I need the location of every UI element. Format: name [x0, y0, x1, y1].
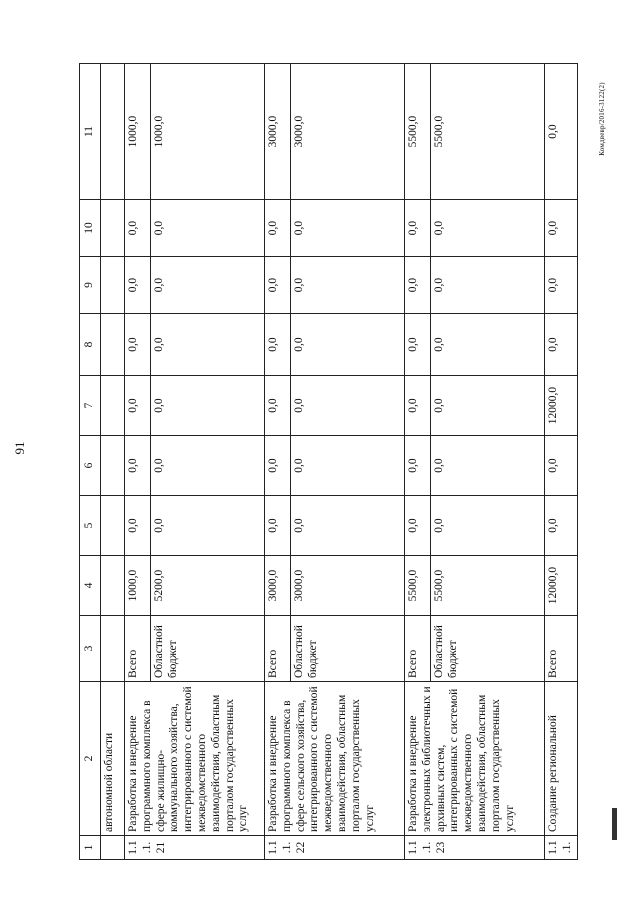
table-row [265, 64, 291, 860]
amount-cell: 0,0 [151, 436, 265, 496]
funding-source: Областной бюджет [151, 616, 265, 682]
table-cell [101, 200, 125, 257]
amount-cell: 0,0 [265, 257, 291, 314]
item-name: Создание региональной [545, 682, 578, 836]
table-row [405, 64, 431, 860]
funding-source: Всего [125, 616, 151, 682]
amount-cell: 0,0 [265, 376, 291, 436]
amount-cell: 5200,0 [151, 556, 265, 616]
amount-cell: 0,0 [151, 314, 265, 376]
amount-cell: 0,0 [405, 200, 431, 257]
header-row [80, 64, 101, 860]
amount-cell: 0,0 [545, 257, 578, 314]
amount-cell: 5500,0 [405, 556, 431, 616]
amount-cell: 0,0 [291, 376, 405, 436]
amount-cell: 0,0 [291, 257, 405, 314]
header-cell: 1 [80, 836, 101, 860]
amount-cell: 0,0 [125, 436, 151, 496]
item-code: 1.1.1.22 [265, 836, 405, 860]
amount-cell: 3000,0 [265, 64, 291, 200]
amount-cell: 0,0 [291, 314, 405, 376]
amount-cell: 0,0 [151, 376, 265, 436]
amount-cell: 0,0 [405, 376, 431, 436]
amount-cell: 3000,0 [291, 556, 405, 616]
header-cell: 5 [80, 496, 101, 556]
amount-cell: 0,0 [265, 200, 291, 257]
amount-cell: 0,0 [405, 496, 431, 556]
rotated-page-content [79, 64, 617, 860]
amount-cell: 0,0 [151, 257, 265, 314]
amount-cell: 0,0 [291, 496, 405, 556]
table-cell [101, 314, 125, 376]
amount-cell: 0,0 [431, 314, 545, 376]
header-cell: 7 [80, 376, 101, 436]
amount-cell: 0,0 [545, 200, 578, 257]
funding-source: Всего [405, 616, 431, 682]
table-cell [101, 64, 125, 200]
table-cell [101, 376, 125, 436]
amount-cell: 0,0 [545, 496, 578, 556]
amount-cell: 0,0 [545, 314, 578, 376]
funding-source: Областной бюджет [291, 616, 405, 682]
amount-cell: 0,0 [405, 257, 431, 314]
page-number: 91 [12, 441, 27, 455]
amount-cell: 0,0 [265, 496, 291, 556]
amount-cell: 0,0 [405, 436, 431, 496]
table-cell [101, 556, 125, 616]
amount-cell: 3000,0 [291, 64, 405, 200]
amount-cell: 0,0 [545, 436, 578, 496]
amount-cell: 0,0 [291, 436, 405, 496]
item-code: 1.1.1.21 [125, 836, 265, 860]
item-name: Разработка и внедрение программного комплекса в сфере жилищно-коммунального хозяйства, интегрированного с системой межведомственного взаимодействия, областным порталом государственных услуг [125, 682, 265, 836]
continuation-row [101, 64, 125, 860]
amount-cell: 1000,0 [125, 556, 151, 616]
header-cell: 10 [80, 200, 101, 257]
header-cell: 9 [80, 257, 101, 314]
header-cell: 8 [80, 314, 101, 376]
funding-source: Областной бюджет [431, 616, 545, 682]
table-cell [101, 436, 125, 496]
amount-cell: 0,0 [431, 376, 545, 436]
amount-cell: 5500,0 [431, 556, 545, 616]
amount-cell: 0,0 [265, 436, 291, 496]
header-cell: 6 [80, 436, 101, 496]
amount-cell: 12000,0 [545, 556, 578, 616]
amount-cell: 0,0 [431, 200, 545, 257]
continuation-text: автономной области [101, 682, 125, 836]
amount-cell: 0,0 [431, 496, 545, 556]
header-cell: 11 [80, 64, 101, 200]
amount-cell: 3000,0 [265, 556, 291, 616]
amount-cell: 0,0 [405, 314, 431, 376]
amount-cell: 0,0 [125, 496, 151, 556]
amount-cell: 1000,0 [151, 64, 265, 200]
item-code: 1.1.1. [545, 836, 578, 860]
document-footer-code: Комдвевр/2016-3122(2) [598, 82, 606, 156]
amount-cell: 0,0 [125, 257, 151, 314]
funding-source: Всего [545, 616, 578, 682]
amount-cell: 5500,0 [431, 64, 545, 200]
amount-cell: 0,0 [545, 64, 578, 200]
table-row [125, 64, 151, 860]
funding-source: Всего [265, 616, 291, 682]
item-code: 1.1.1.23 [405, 836, 545, 860]
amount-cell: 0,0 [431, 257, 545, 314]
table-cell [101, 616, 125, 682]
header-cell: 2 [80, 682, 101, 836]
amount-cell: 0,0 [265, 314, 291, 376]
table-cell [101, 836, 125, 860]
amount-cell: 0,0 [431, 436, 545, 496]
item-name: Разработка и внедрение электронных библиотечных и архивных систем, интегрированных с системой межведомственного взаимодействия, областным порталом государственных услуг [405, 682, 545, 836]
amount-cell: 0,0 [291, 200, 405, 257]
table-row [545, 64, 578, 860]
amount-cell: 0,0 [125, 376, 151, 436]
table-cell [101, 257, 125, 314]
amount-cell: 0,0 [151, 200, 265, 257]
amount-cell: 12000,0 [545, 376, 578, 436]
table-cell [101, 496, 125, 556]
amount-cell: 0,0 [125, 314, 151, 376]
table-body [80, 64, 578, 860]
amount-cell: 5500,0 [405, 64, 431, 200]
amount-cell: 0,0 [151, 496, 265, 556]
amount-cell: 1000,0 [125, 64, 151, 200]
header-cell: 3 [80, 616, 101, 682]
budget-table [79, 63, 578, 860]
item-name: Разработка и внедрение программного комплекса в сфере сельского хозяйства, интегрированного с системой межведомственного взаимодействия, областным порталом государственных услуг [265, 682, 405, 836]
amount-cell: 0,0 [125, 200, 151, 257]
header-cell: 4 [80, 556, 101, 616]
